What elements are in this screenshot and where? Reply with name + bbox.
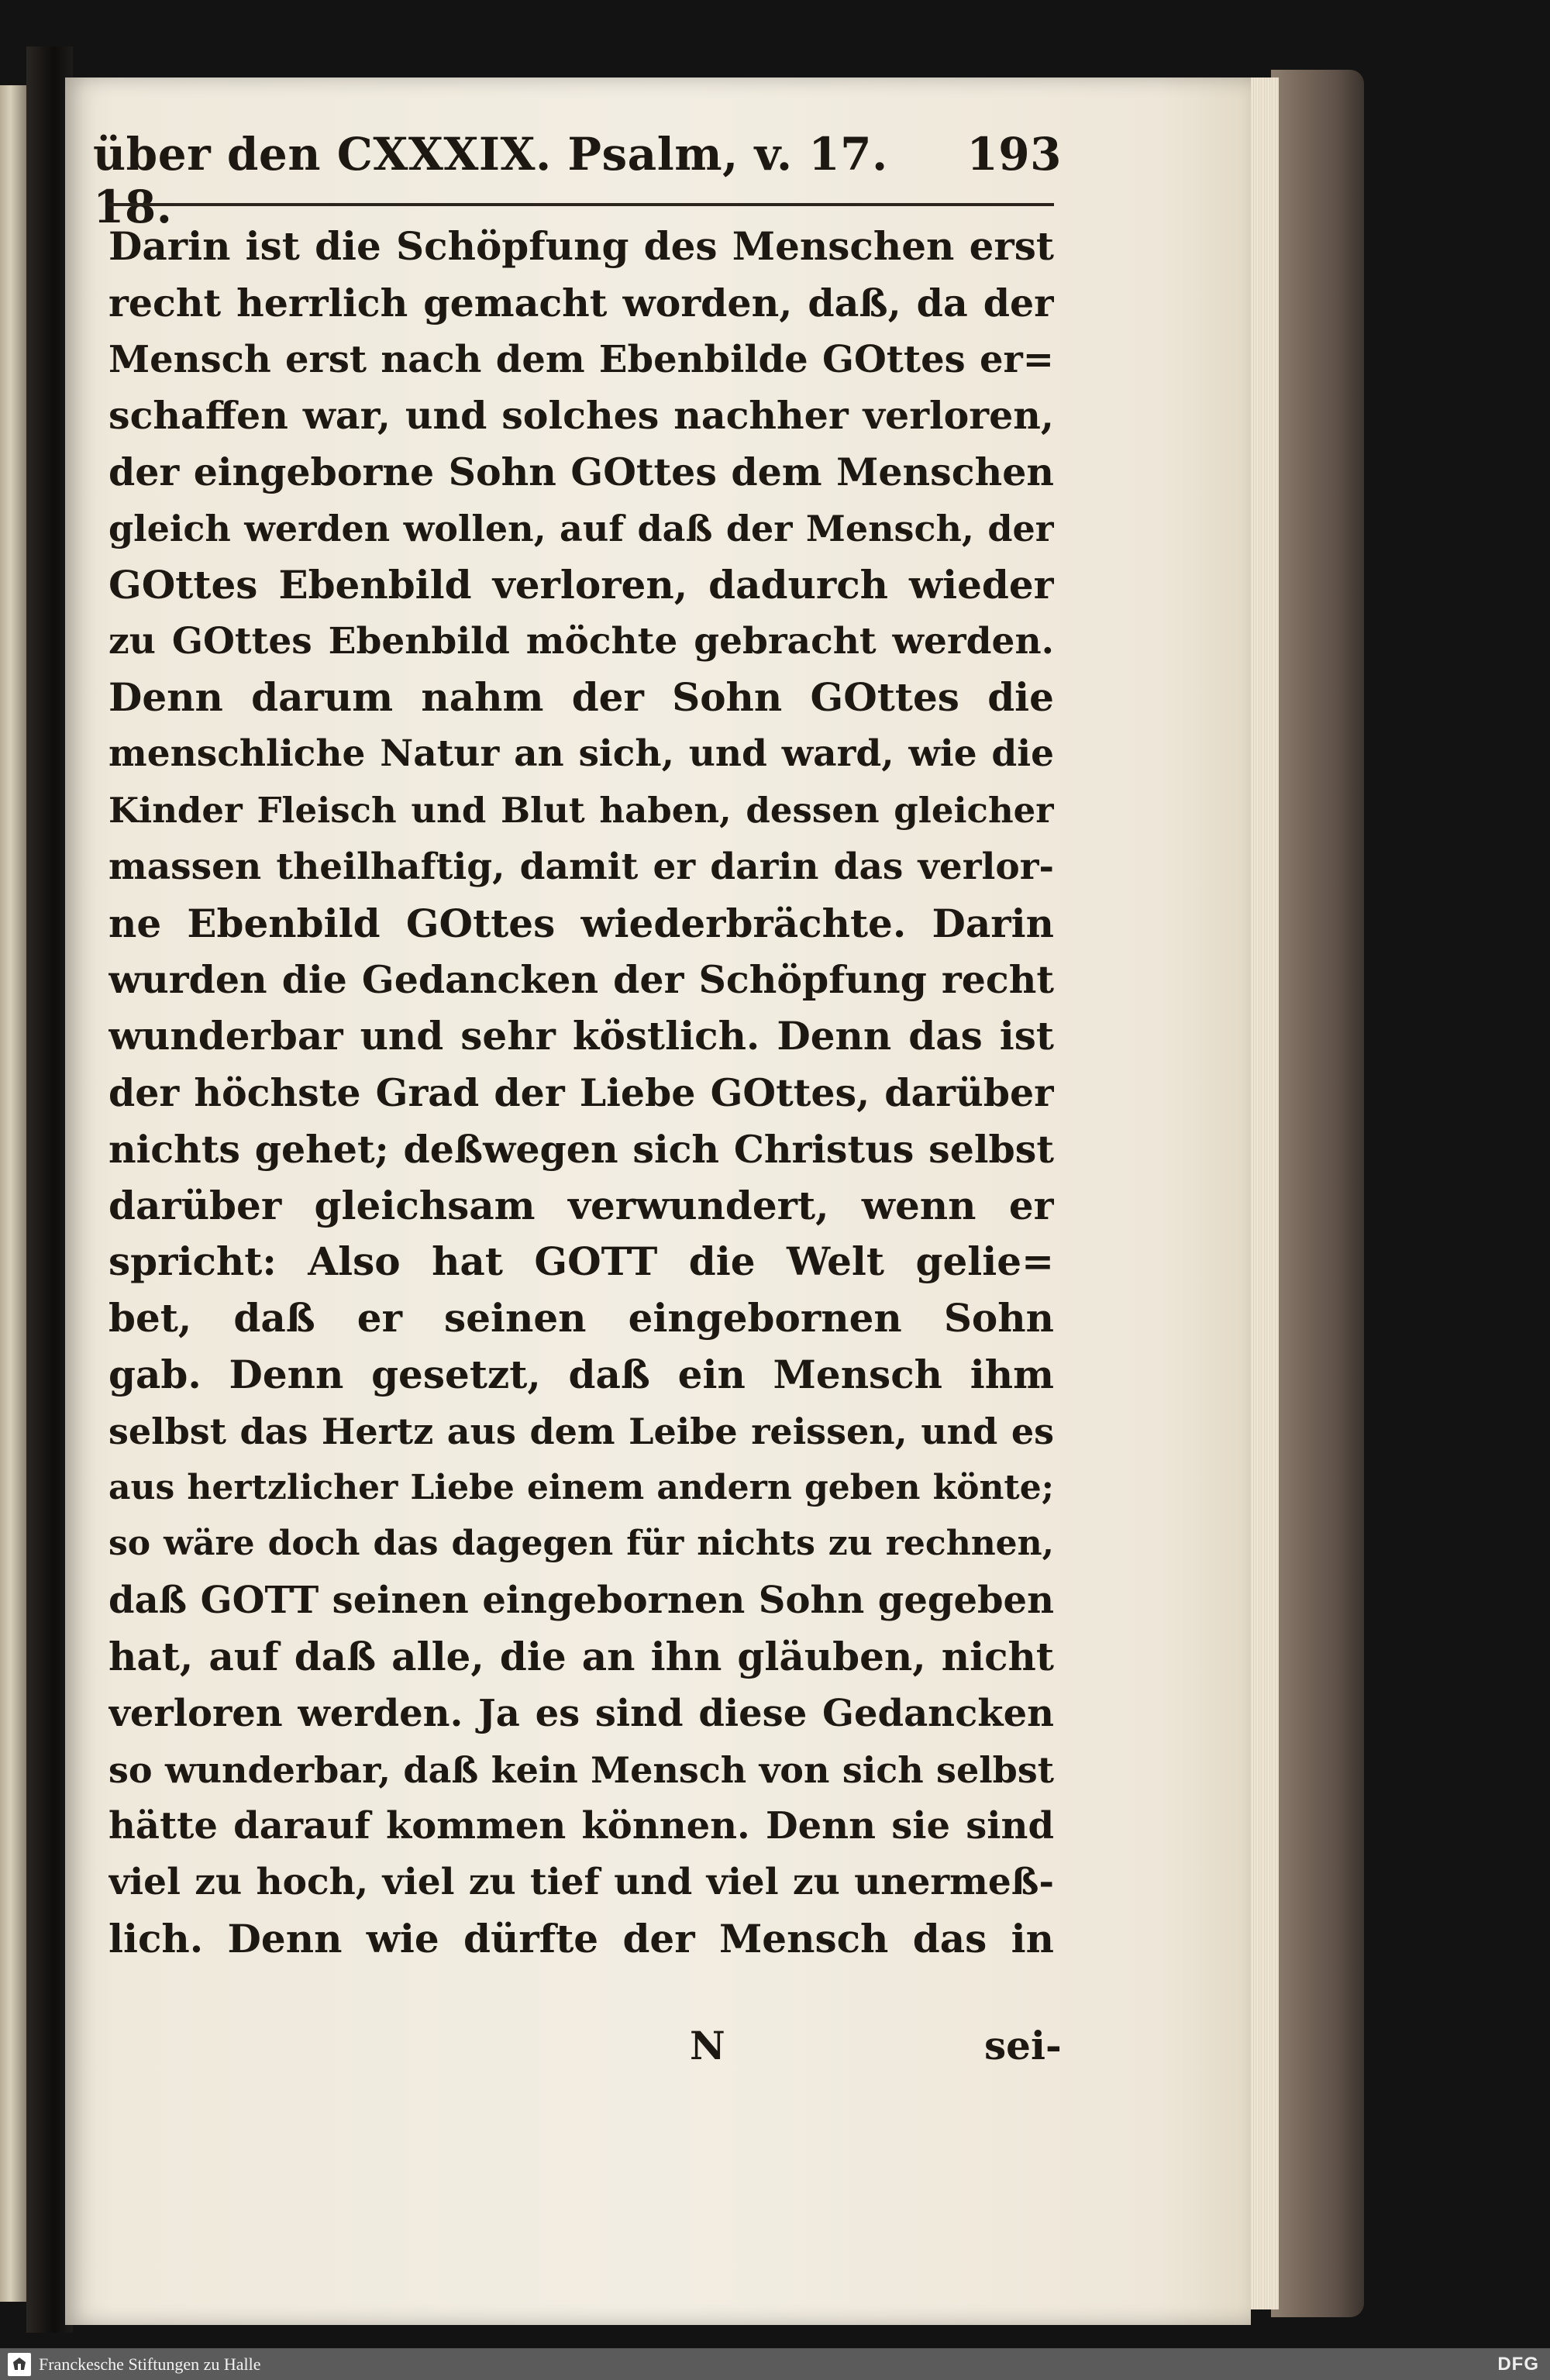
text-line: wurden die Gedancken der Schöpfung recht [108, 957, 1054, 1003]
dfg-logo: DFG [1497, 2353, 1539, 2375]
footer-bar [0, 2348, 1550, 2380]
header-rule [108, 203, 1054, 206]
signature-mark: N [690, 2023, 725, 2068]
text-line: daß GOTT seinen eingebornen Sohn gegeben [108, 1579, 1054, 1623]
page-body-text [108, 219, 1054, 1968]
page-number: 193 [966, 128, 1062, 181]
text-line: Mensch erst nach dem Ebenbilde GOttes er= [108, 337, 1054, 381]
text-line: schaffen war, und solches nachher verloren, [108, 393, 1054, 439]
text-line: menschliche Natur an sich, und ward, wie die [108, 732, 1054, 776]
text-line: gleich werden wollen, auf daß der Mensch, der [108, 507, 1054, 549]
text-line: gab. Denn gesetzt, daß ein Mensch ihm [108, 1351, 1054, 1397]
text-line: der höchste Grad der Liebe GOttes, darüber [108, 1069, 1054, 1115]
text-line: massen theilhaftig, damit er darin das verlor- [108, 845, 1054, 888]
text-line: GOttes Ebenbild verloren, dadurch wieder [108, 561, 1054, 608]
text-line: hätte darauf kommen können. Denn sie sind [108, 1804, 1054, 1848]
text-line: aus hertzlicher Liebe einem andern geben könte; [108, 1467, 1054, 1507]
text-line: wunderbar und sehr köstlich. Denn das ist [108, 1013, 1054, 1059]
institution-name: Franckesche Stiftungen zu Halle [39, 2354, 261, 2374]
text-line: lich. Denn wie dürfte der Mensch das in [108, 1915, 1054, 1962]
text-line: verloren werden. Ja es sind diese Gedancken [108, 1691, 1054, 1735]
catchword: sei- [984, 2023, 1062, 2068]
left-page-edge [0, 85, 26, 2302]
text-line: Kinder Fleisch und Blut haben, dessen gleicher [108, 789, 1054, 831]
text-line: viel zu hoch, viel zu tief und viel zu unermeß- [108, 1861, 1054, 1904]
text-line: hat, auf daß alle, die an ihn gläuben, nicht [108, 1633, 1054, 1679]
text-line: ne Ebenbild GOttes wiederbrächte. Darin [108, 900, 1054, 946]
running-head-title: über den CXXXIX. Psalm, v. 17. 18. [93, 128, 888, 233]
text-line: Denn darum nahm der Sohn GOttes die [108, 674, 1054, 721]
running-head [93, 128, 1062, 233]
franckesche-stiftungen-seal-icon [8, 2353, 31, 2376]
text-line: Darin ist die Schöpfung des Menschen erst [108, 223, 1054, 269]
text-line: darüber gleichsam verwundert, wenn er [108, 1182, 1054, 1228]
text-line: nichts gehet; deßwegen sich Christus selbst [108, 1126, 1054, 1172]
text-line: so wunderbar, daß kein Mensch von sich selbst [108, 1748, 1054, 1791]
book-cover-edge [1271, 70, 1364, 2317]
text-line: recht herrlich gemacht worden, daß, da der [108, 280, 1054, 325]
text-line: so wäre doch das dagegen für nichts zu rechnen, [108, 1524, 1054, 1564]
footer-institution [0, 2353, 261, 2376]
text-line: selbst das Hertz aus dem Leibe reissen, und es [108, 1410, 1054, 1452]
text-line: der eingeborne Sohn GOttes dem Menschen [108, 449, 1054, 495]
text-line: zu GOttes Ebenbild möchte gebracht werden. [108, 619, 1054, 663]
text-line: bet, daß er seinen eingebornen Sohn [108, 1295, 1054, 1342]
text-line: spricht: Also hat GOTT die Welt gelie= [108, 1238, 1054, 1285]
